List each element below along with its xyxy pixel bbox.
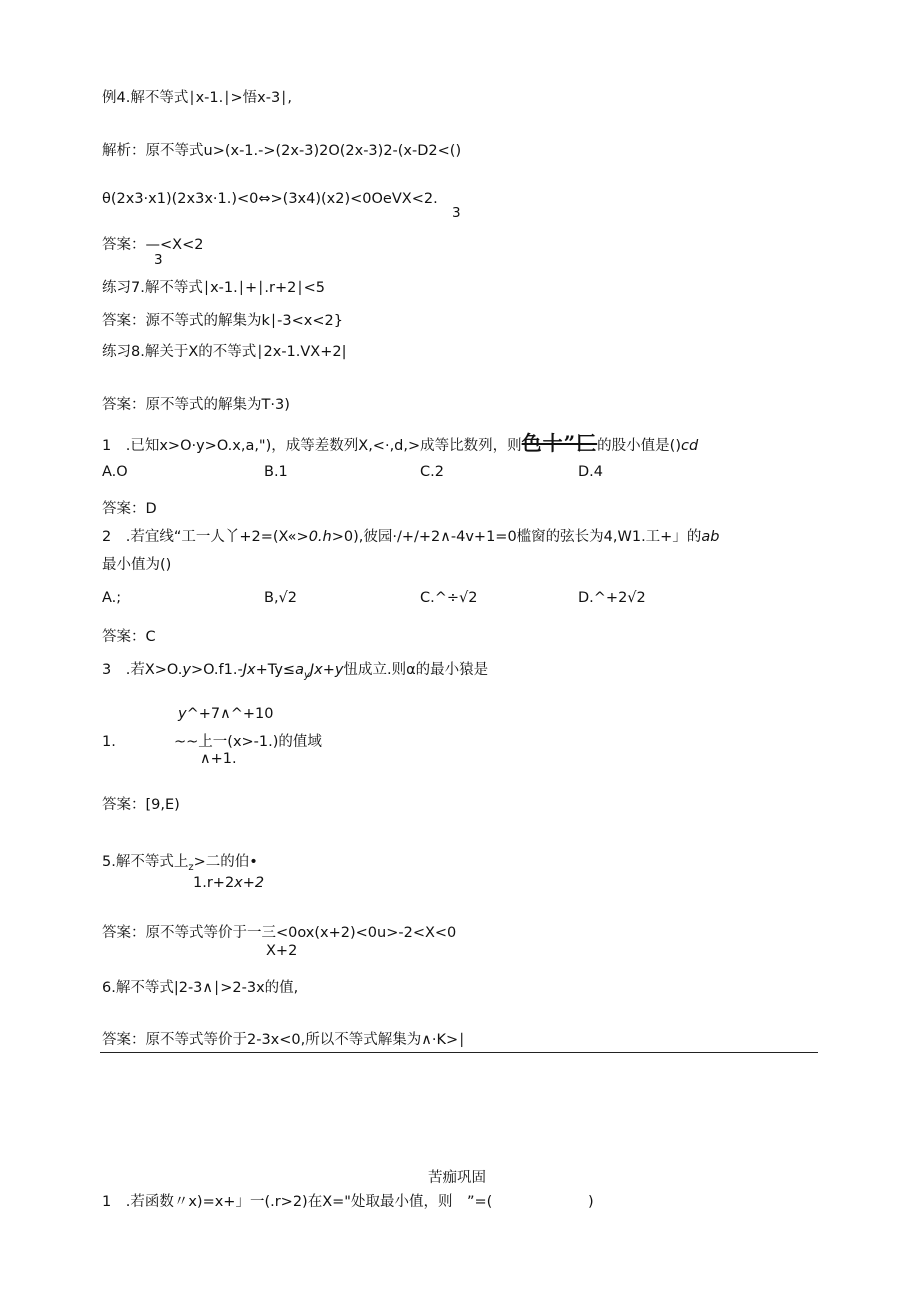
question-2-text-ab: ab xyxy=(701,529,720,545)
question-3-text-c: +Ty≤ xyxy=(255,662,296,678)
question-2-option-c: C.^÷√2 xyxy=(420,590,478,606)
question-3-text-a: 3 .若X>O. xyxy=(102,662,183,678)
question-2-line1 xyxy=(102,528,719,546)
example-4-solution-superscript: 3 xyxy=(452,205,461,221)
question-2-option-a: A.; xyxy=(102,590,122,606)
consolidation-question-1: 1 .若函数〃x)=x+」一(.r>2)在X="处取最小值，则 ”=( xyxy=(102,1194,493,1210)
practice-8-question: 练习8.解关于X的不等式∣2x-1.VX+2| xyxy=(102,344,347,360)
example-4-answer: 答案：—<X<2 xyxy=(102,237,204,253)
question-3-subscript: y xyxy=(303,669,310,681)
question-1-option-d: D.4 xyxy=(578,464,603,480)
question-5-answer-denominator: X+2 xyxy=(266,943,298,959)
question-4-label: 1. xyxy=(102,734,116,750)
question-5-denominator-italic: x+2 xyxy=(234,875,265,891)
question-3-text-b: >O.f1.- xyxy=(190,662,243,678)
question-5-denominator xyxy=(193,874,264,892)
question-6-answer: 答案：原不等式等价于2-3x<0,所以不等式解集为∧·K>∣ xyxy=(102,1032,466,1048)
question-5-answer: 答案：原不等式等价于一三<0ox(x+2)<0u>-2<X<0 xyxy=(102,925,457,941)
question-2-option-b: B,√2 xyxy=(264,590,298,606)
question-3-italic-jx: Jx xyxy=(242,662,256,678)
question-2-text-a: 2 .若宜线“工一人丫+2=(X« xyxy=(102,529,297,545)
question-1-option-b: B.1 xyxy=(264,464,288,480)
question-1-text: 1 .已知x>O·y>O.x,a,")，成等差数列X,<·,d,>成等比数列，则 xyxy=(102,438,522,454)
question-4-answer: 答案：[9,E) xyxy=(102,797,180,813)
question-2-text-b: >0),彼园·/+/+2∧-4v+1=0槛窗的弦长为4,W1.工+」的 xyxy=(331,529,702,545)
question-3-italic-jxy: Jx+y xyxy=(309,662,344,678)
question-2-line2: 最小值为() xyxy=(102,557,172,573)
question-1-tail-variables: cd xyxy=(680,438,699,454)
practice-8-answer: 答案：原不等式的解集为T·3) xyxy=(102,397,290,413)
example-4-answer-denominator: 3 xyxy=(154,252,163,268)
practice-7-question: 练习7.解不等式∣x-1.∣+∣.r+2∣<5 xyxy=(102,280,325,296)
question-1-tail: 的股小值是() xyxy=(597,438,681,454)
question-4-numerator xyxy=(178,705,273,723)
question-4-text: ~~上一(x>-1.)的值域 xyxy=(174,734,322,750)
question-1 xyxy=(102,431,699,455)
question-3-text-d: 忸成立.则α的最小猿是 xyxy=(343,662,489,678)
question-1-option-c: C.2 xyxy=(420,464,444,480)
question-4-denominator: ∧+1. xyxy=(200,751,237,767)
question-6: 6.解不等式|2-3∧∣>2-3x的值, xyxy=(102,980,299,996)
example-4-solution-line1: 解析：原不等式u>(x-1.->(2x-3)2O(2x-3)2-(x-D2<() xyxy=(102,143,462,159)
question-3 xyxy=(102,661,488,685)
question-3-italic-y: y xyxy=(182,662,191,678)
question-4-numerator-text: ^+7∧^+10 xyxy=(186,706,274,722)
question-2-option-d: D.^+2√2 xyxy=(578,590,646,606)
question-2-answer: 答案：C xyxy=(102,629,156,645)
section-divider xyxy=(100,1052,818,1053)
example-4-solution-line2: θ(2x3·x1)(2x3x·1.)<0⇔>(3x4)(x2)<0OeVX<2. xyxy=(102,191,438,207)
question-4-numerator-italic: y xyxy=(178,706,187,722)
question-1-handwritten-fraction: 色十”匚 xyxy=(521,431,598,455)
question-1-option-a: A.O xyxy=(102,464,128,480)
question-1-answer: 答案：D xyxy=(102,501,157,517)
consolidation-question-1-close: ) xyxy=(588,1194,594,1210)
example-4-question: 例4.解不等式∣x-1.∣>悟x-3∣, xyxy=(102,90,293,106)
question-5-denominator-text: 1.r+2 xyxy=(193,875,235,891)
section-title: 苦痂巩固 xyxy=(428,1170,486,1186)
question-2-text-italic: >0.h xyxy=(296,529,332,545)
question-5-text: 5.解不等式上 xyxy=(102,854,189,870)
question-5-text2: >二的伯• xyxy=(193,854,258,870)
question-5-subscript: z xyxy=(188,861,194,873)
practice-7-answer: 答案：源不等式的解集为k∣-3<x<2} xyxy=(102,313,343,329)
question-3-italic-a: a xyxy=(295,662,304,678)
